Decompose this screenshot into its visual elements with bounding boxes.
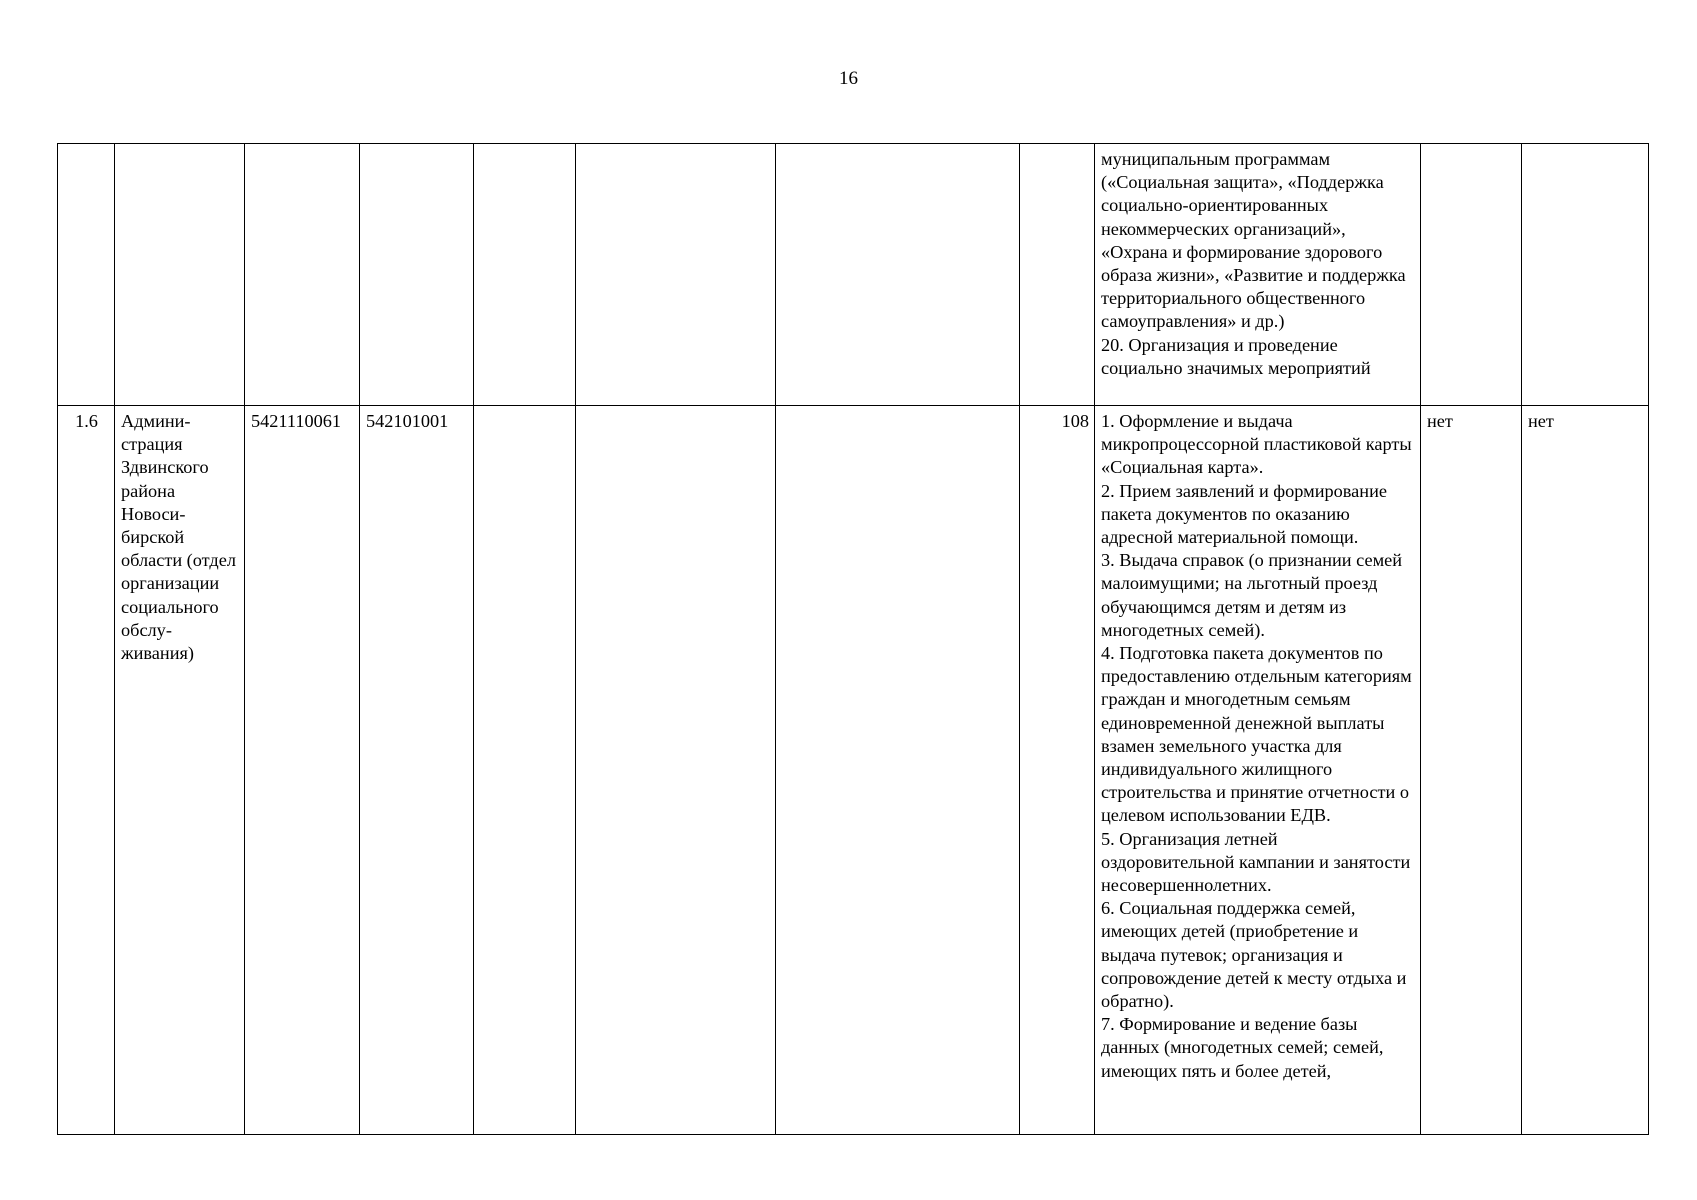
activity-item: 3. Выдача справок (о признании семей малоимущими; на льготный проезд обучающимся детям и детям из многодетных семей). (1101, 550, 1403, 640)
activity-item: 7. Формирование и ведение базы данных (многодетных семей; семей, имеющих пять и более детей, (1101, 1014, 1384, 1081)
cell-col6 (576, 144, 776, 406)
cell-activities (1095, 144, 1421, 406)
cell-col10: нет (1421, 406, 1522, 1135)
activity-item: муниципальным программам («Социальная защита», «Поддержка социально-ориентированных некоммерческих организаций», «Охрана и формирование здорового образа жизни», «Развитие и поддержка территориального общественного самоуправления» и др.) (1101, 149, 1406, 332)
cell-organization (115, 144, 245, 406)
activity-item: 5. Организация летней оздоровительной кампании и занятости несовершеннолетних. (1101, 828, 1411, 896)
cell-index (58, 144, 115, 406)
cell-count: 108 (1020, 406, 1095, 1135)
activity-item: 6. Социальная поддержка семей, имеющих детей (приобретение и выдача путевок; организация и сопровождение детей к месту отдыха и обратно). (1101, 898, 1407, 1012)
activity-item: 1. Оформление и выдача микропроцессорной пластиковой карты «Социальная карта». (1101, 411, 1412, 478)
cell-activities (1095, 406, 1421, 1135)
activity-item: 20. Организация и проведение социально значимых мероприятий (1101, 334, 1371, 378)
cell-col11 (1522, 144, 1649, 406)
cell-organization: Админи-страция Здвинского района Новоси-бирской области (отдел организации социального обслу-живания) (115, 406, 245, 1135)
table-row (58, 406, 1649, 1135)
cell-inn: 5421110061 (245, 406, 360, 1135)
registry-table (57, 143, 1649, 1135)
cell-count (1020, 144, 1095, 406)
cell-col5 (474, 144, 576, 406)
activity-item: 4. Подготовка пакета документов по предоставлению отдельным категориям граждан и многодетным семьям единовременной денежной выплаты взамен земельного участка для индивидуального жилищного строительства и принятие отчетности о целевом использовании ЕДВ. (1101, 643, 1412, 826)
cell-kpp (360, 144, 474, 406)
cell-col7 (776, 144, 1020, 406)
cell-col7 (776, 406, 1020, 1135)
table-row (58, 144, 1649, 406)
cell-inn (245, 144, 360, 406)
cell-col11: нет (1522, 406, 1649, 1135)
cell-col5 (474, 406, 576, 1135)
activity-item: 2. Прием заявлений и формирование пакета документов по оказанию адресной материальной помощи. (1101, 480, 1387, 548)
page-number: 16 (839, 68, 858, 89)
cell-col10 (1421, 144, 1522, 406)
cell-col6 (576, 406, 776, 1135)
cell-index: 1.6 (58, 406, 115, 1135)
cell-kpp: 542101001 (360, 406, 474, 1135)
